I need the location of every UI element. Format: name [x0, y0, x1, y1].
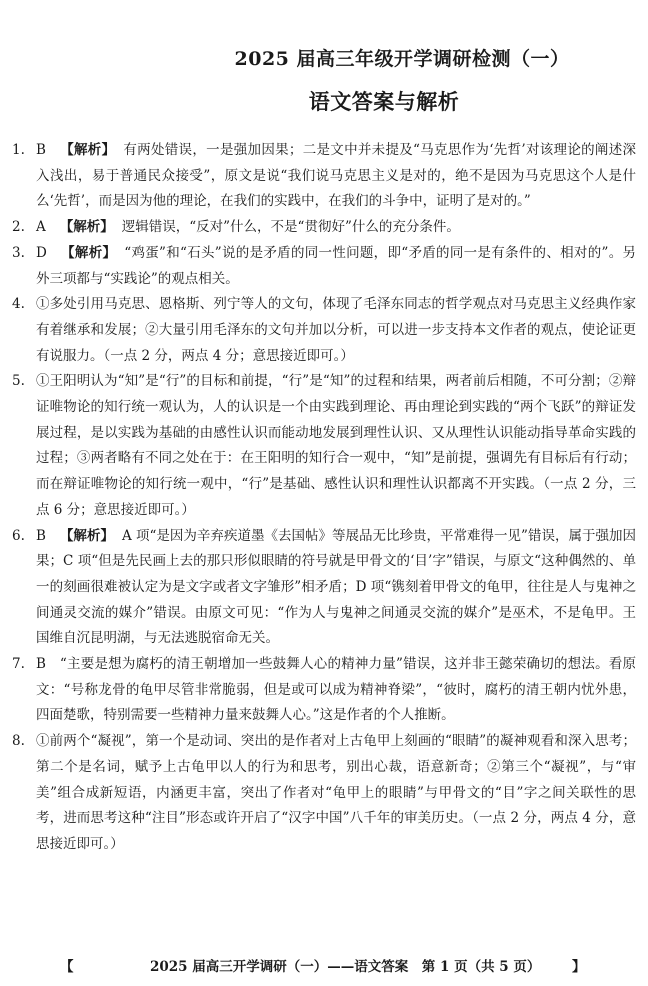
item-number: 3. [12, 244, 25, 261]
footer-text: 2025 届高三开学调研（一）——语文答案 第 1 页（共 5 页） [150, 959, 541, 975]
answer-item-6 [12, 524, 636, 653]
answer-item-7 [12, 652, 636, 729]
answer-item-4 [12, 292, 636, 369]
analysis-text: 有两处错误，一是强加因果；二是文中并未提及“马克思作为‘先哲’对该理论的阐述深入浅出，易于普通民众接受”，原文是说“我们说马克思主义是对的，绝不是因为马克思这个人是什么‘先哲’，而是因为他的理论，在我们的实践中，在我们的斗争中，证明了是对的。” [36, 142, 637, 210]
answer-text: ①王阳明认为“知”是“行”的目标和前提，“行”是“知”的过程和结果，两者前后相随，不可分割；②辩证唯物论的知行统一观认为，人的认识是一个由实践到理论、再由理论到实践的“两个飞跃”的辩证发展过程，是以实践为基础的由感性认识而能动地发展到理性认识、又从理性认识能动指导革命实践的过程；③两者略有不同之处在于：在王阳明的知行合一观中，“知”是前提，强调先有目标后有行动；而在辩证唯物论的知行统一观中，“行”是基础、感性认识和理性认识都离不开实践。（一点 2 分，三点 6 分；意思接近即可。） [36, 373, 636, 518]
answer-letter: B [36, 656, 46, 673]
analysis-text: A 项“是因为辛弃疾道墨《去国帖》等展品无比珍贵，平常难得一见”错误，属于强加因果；C 项“但是先民画上去的那只形似眼睛的符号就是甲骨文的‘目’字”错误，与原文“这种偶然的、单一的刻画很难被认定为是文字或者文字雏形”相矛盾；D 项“镌刻着甲骨文的龟甲，往往是人与鬼神之间通灵交流的媒介”错误。由原文可见：“作为人与鬼神之间通灵交流的媒介”是巫术，不是龟甲。王国维自沉昆明湖，与无法逃脱宿命无关。 [36, 527, 637, 647]
answer-item-5 [12, 369, 636, 523]
answer-letter: B [36, 142, 46, 158]
answer-text: ①多处引用马克思、恩格斯、列宁等人的文句，体现了毛泽东同志的哲学观点对马克思主义经典作家有着继承和发展；②大量引用毛泽东的文句并加以分析，可以进一步支持本文作者的观点，使论证更有说服力。（一点 2 分，两点 4 分；意思接近即可。） [36, 296, 636, 364]
item-number: 5. [12, 373, 25, 390]
page-title: 语文答案与解析 [308, 89, 460, 114]
item-number: 6. [12, 527, 25, 544]
answer-item-2 [12, 215, 636, 241]
analysis-text: 逻辑错误，“反对”什么，不是“贯彻好”什么的充分条件。 [121, 219, 460, 236]
answer-letter: D [36, 244, 47, 261]
analysis-text: “鸡蛋”和“石头”说的是矛盾的同一性问题，即“矛盾的同一是有条件的、相对的”。另外三项都与“实践论”的观点相关。 [36, 244, 636, 287]
answer-list [12, 138, 636, 858]
answer-letter: A [36, 219, 46, 236]
exam-title: 2025 届高三年级开学调研检测（一） [234, 48, 570, 70]
analysis-tag: 【解析】 [60, 244, 117, 261]
answer-item-3 [12, 241, 636, 292]
item-number: 8. [12, 733, 25, 750]
item-number: 7. [12, 656, 25, 673]
footer-left-bracket: 【 [60, 959, 74, 975]
analysis-tag: 【解析】 [59, 527, 114, 544]
analysis-tag: 【解析】 [59, 219, 114, 236]
item-number: 4. [12, 296, 25, 313]
answer-letter: B [36, 527, 46, 544]
answer-item-1 [12, 138, 636, 215]
item-number: 1. [12, 142, 25, 158]
footer-right-bracket: 】 [572, 959, 586, 975]
answer-item-8 [12, 729, 636, 858]
analysis-tag: 【解析】 [59, 142, 116, 158]
answer-text: ①前两个“凝视”，第一个是动词、突出的是作者对上古龟甲上刻画的“眼睛”的凝神观看和深入思考；第二个是名词，赋予上古龟甲以人的行为和思考，别出心裁，语意新奇；②第三个“凝视”，与“审美”组合成新短语，内涵更丰富，突出了作者对“龟甲上的眼睛”与甲骨文的“目”字之间关联性的思考，进而思考这种“注目”形态或许开启了“汉字中国”八千年的审美历史。（一点 2 分，两点 4 分，意思接近即可。） [36, 733, 636, 852]
analysis-text: “主要是想为腐朽的清王朝增加一些鼓舞人心的精神力量”错误，这并非王懿荣确切的想法。看原文：“号称龙骨的龟甲尽管非常脆弱，但是或可以成为精神脊梁”，“彼时，腐朽的清王朝内忧外患，四面楚歌，特别需要一些精神力量来鼓舞人心。”这是作者的个人推断。 [36, 656, 636, 724]
item-number: 2. [12, 219, 25, 236]
